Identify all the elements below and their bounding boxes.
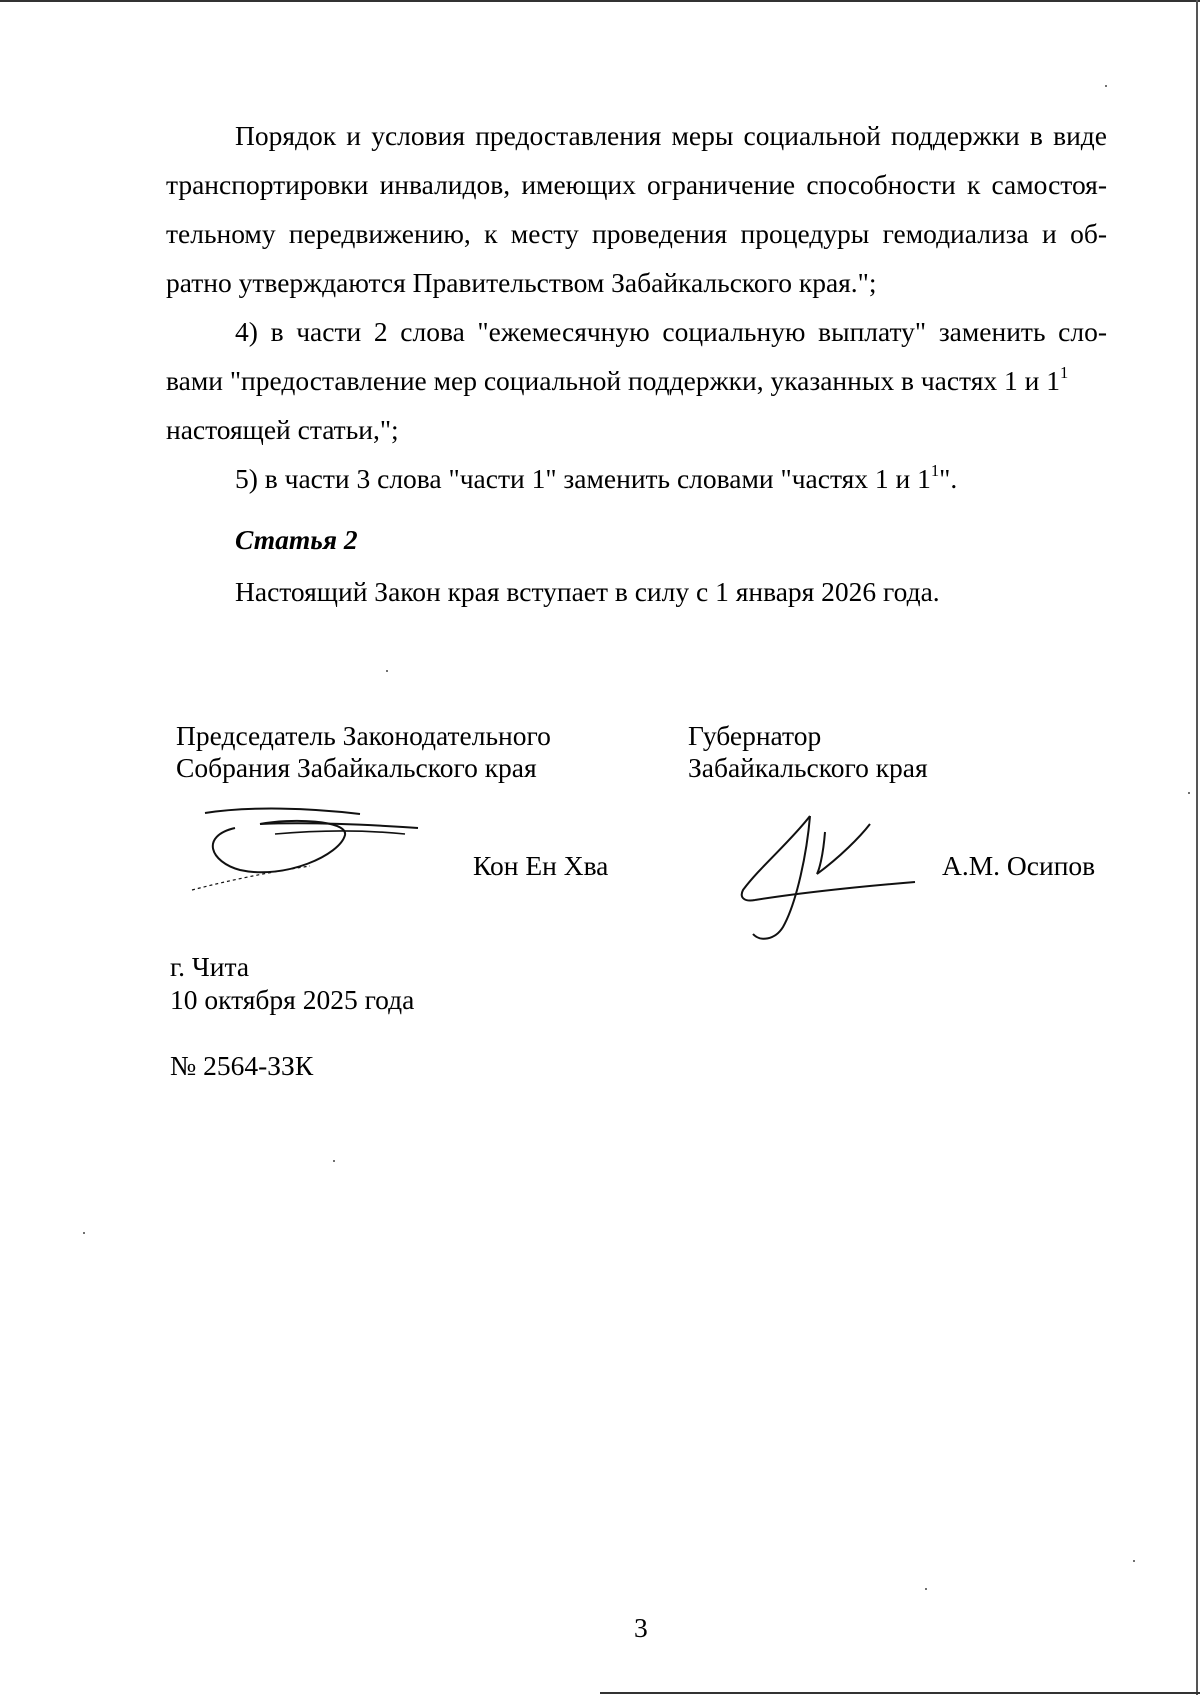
item-4-line-2-text: вами "предоставление мер социальной поддержки, указанных в частях 1 и 1 bbox=[166, 365, 1060, 396]
paragraph-1-line-2: транспортировки инвалидов, имеющих ограничение способности к самостоя- bbox=[166, 169, 1107, 200]
page-number: 3 bbox=[634, 1612, 648, 1643]
paragraph-1-line-1: Порядок и условия предоставления меры социальной поддержки в виде bbox=[235, 120, 1107, 151]
superscript: 1 bbox=[1059, 362, 1069, 382]
paragraph-1-line-4: ратно утверждаются Правительством Забайкальского края."; bbox=[166, 267, 877, 298]
superscript: 1 bbox=[930, 460, 940, 480]
scan-edge-top bbox=[0, 0, 1200, 2]
scan-speck bbox=[1188, 792, 1190, 794]
governor-signature bbox=[735, 812, 925, 952]
chairman-title-line-2: Собрания Забайкальского края bbox=[176, 752, 537, 783]
item-4-line-1: 4) в части 2 слова "ежемесячную социальную выплату" заменить сло- bbox=[235, 316, 1107, 347]
scan-speck bbox=[83, 1232, 85, 1234]
scan-speck bbox=[1133, 1560, 1135, 1562]
scan-speck bbox=[333, 1160, 335, 1162]
governor-title-line-1: Губернатор bbox=[688, 720, 822, 751]
scan-speck bbox=[925, 1588, 927, 1590]
scan-edge-bottom bbox=[600, 1692, 1200, 1694]
article-2-text: Настоящий Закон края вступает в силу с 1 января 2026 года. bbox=[235, 576, 940, 607]
governor-name: А.М. Осипов bbox=[942, 850, 1096, 881]
governor-title-line-2: Забайкальского края bbox=[688, 752, 928, 783]
paragraph-1-line-3: тельному передвижению, к месту проведения процедуры гемодиализа и об- bbox=[166, 218, 1107, 249]
scan-edge-right bbox=[1196, 0, 1198, 1695]
scan-speck bbox=[386, 670, 388, 672]
scan-speck bbox=[1105, 85, 1107, 87]
item-4-line-2 bbox=[166, 362, 1107, 396]
date: 10 октября 2025 года bbox=[170, 984, 415, 1015]
place: г. Чита bbox=[170, 951, 250, 982]
chairman-title-line-1: Председатель Законодательного bbox=[176, 720, 551, 751]
chairman-name: Кон Ен Хва bbox=[473, 850, 609, 881]
item-5-text-end: ". bbox=[939, 463, 958, 494]
item-4-line-3: настоящей статьи,"; bbox=[166, 414, 399, 445]
law-number: № 2564-ЗЗК bbox=[170, 1050, 314, 1081]
item-5-text: 5) в части 3 слова "части 1" заменить словами "частях 1 и 1 bbox=[235, 463, 931, 494]
article-2-heading: Статья 2 bbox=[235, 524, 358, 555]
item-5-line bbox=[235, 460, 958, 494]
chairman-signature bbox=[190, 800, 430, 900]
